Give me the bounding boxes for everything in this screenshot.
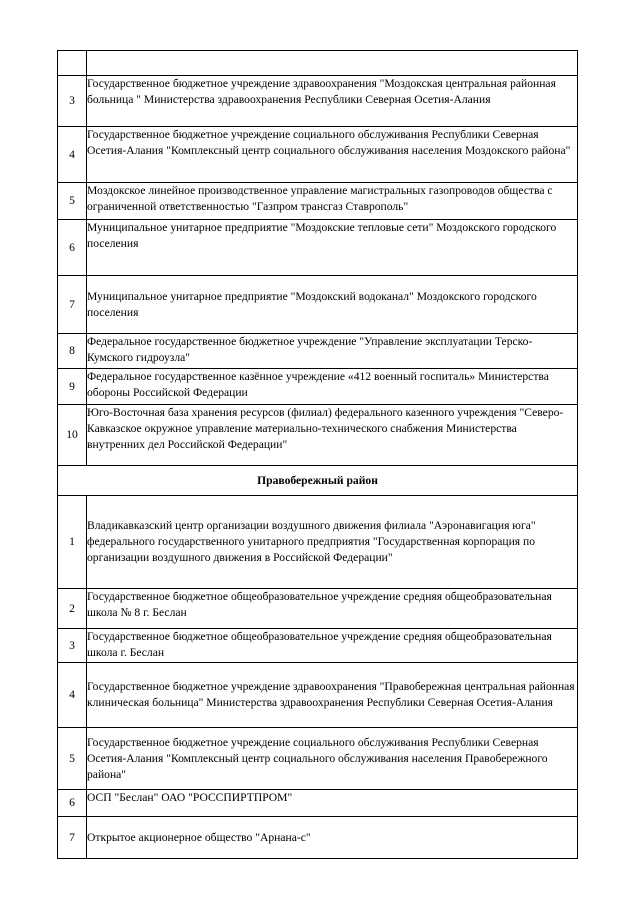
organization-name: Государственное бюджетное учреждение здравоохранения "Моздокская центральная районная больница " Министерства здравоохранения Республики Северная Осетия-Алания	[87, 76, 578, 127]
table-row	[58, 334, 578, 369]
row-number: 1	[58, 496, 87, 589]
organization-name: ОСП "Беслан" ОАО "РОССПИРТПРОМ"	[87, 790, 578, 817]
row-number: 7	[58, 817, 87, 859]
organization-name: Владикавказский центр организации воздушного движения филиала "Аэронавигация юга" федерального государственного унитарного предприятия "Государственная корпорация по организации воздушного движения в Российской Федерации"	[87, 496, 578, 589]
table-row	[58, 817, 578, 859]
organization-name: Государственное бюджетное учреждение социального обслуживания Республики Северная Осетия-Алания "Комплексный центр социального обслуживания населения Правобережного района"	[87, 728, 578, 790]
table-row	[58, 369, 578, 405]
row-number: 10	[58, 405, 87, 466]
section-title: Правобережный район	[58, 466, 578, 496]
organizations-table	[57, 50, 578, 859]
table-row	[58, 629, 578, 663]
row-number: 2	[58, 589, 87, 629]
organization-name: Открытое акционерное общество "Арнана-с"	[87, 817, 578, 859]
row-number: 4	[58, 127, 87, 183]
table-row	[58, 589, 578, 629]
table-row	[58, 127, 578, 183]
organization-name: Федеральное государственное казённое учреждение «412 военный госпиталь» Министерства обороны Российской Федерации	[87, 369, 578, 405]
row-number: 5	[58, 728, 87, 790]
row-number: 6	[58, 220, 87, 276]
row-number: 7	[58, 276, 87, 334]
table-row	[58, 405, 578, 466]
organization-name: Государственное бюджетное общеобразовательное учреждение средняя общеобразовательная школа № 8 г. Беслан	[87, 589, 578, 629]
row-number	[58, 51, 87, 76]
table-row	[58, 728, 578, 790]
row-text	[87, 51, 578, 76]
row-number: 3	[58, 629, 87, 663]
organization-name: Муниципальное унитарное предприятие "Моздокский водоканал" Моздокского городского поселения	[87, 276, 578, 334]
table-row	[58, 220, 578, 276]
table-row	[58, 76, 578, 127]
table-row-blank	[58, 51, 578, 76]
organization-name: Федеральное государственное бюджетное учреждение "Управление эксплуатации Терско-Кумского гидроузла"	[87, 334, 578, 369]
table-row	[58, 183, 578, 220]
row-number: 8	[58, 334, 87, 369]
table-row	[58, 276, 578, 334]
row-number: 5	[58, 183, 87, 220]
table-row	[58, 790, 578, 817]
row-number: 4	[58, 663, 87, 728]
organization-name: Государственное бюджетное учреждение социального обслуживания Республики Северная Осетия-Алания "Комплексный центр социального обслуживания населения Моздокского района"	[87, 127, 578, 183]
organization-name: Юго-Восточная база хранения ресурсов (филиал) федерального казенного учреждения "Северо-Кавказское окружное управление материально-технического снабжения Министерства внутренних дел Российской Федерации"	[87, 405, 578, 466]
table-row	[58, 496, 578, 589]
section-row	[58, 466, 578, 496]
table-row	[58, 663, 578, 728]
row-number: 3	[58, 76, 87, 127]
organization-name: Государственное бюджетное учреждение здравоохранения "Правобережная центральная районная клиническая больница" Министерства здравоохранения Республики Северная Осетия-Алания	[87, 663, 578, 728]
organization-name: Государственное бюджетное общеобразовательное учреждение средняя общеобразовательная школа г. Беслан	[87, 629, 578, 663]
organization-name: Моздокское линейное производственное управление магистральных газопроводов общества с ограниченной ответственностью "Газпром трансгаз Ставрополь"	[87, 183, 578, 220]
row-number: 6	[58, 790, 87, 817]
row-number: 9	[58, 369, 87, 405]
organization-name: Муниципальное унитарное предприятие "Моздокские тепловые сети" Моздокского городского поселения	[87, 220, 578, 276]
